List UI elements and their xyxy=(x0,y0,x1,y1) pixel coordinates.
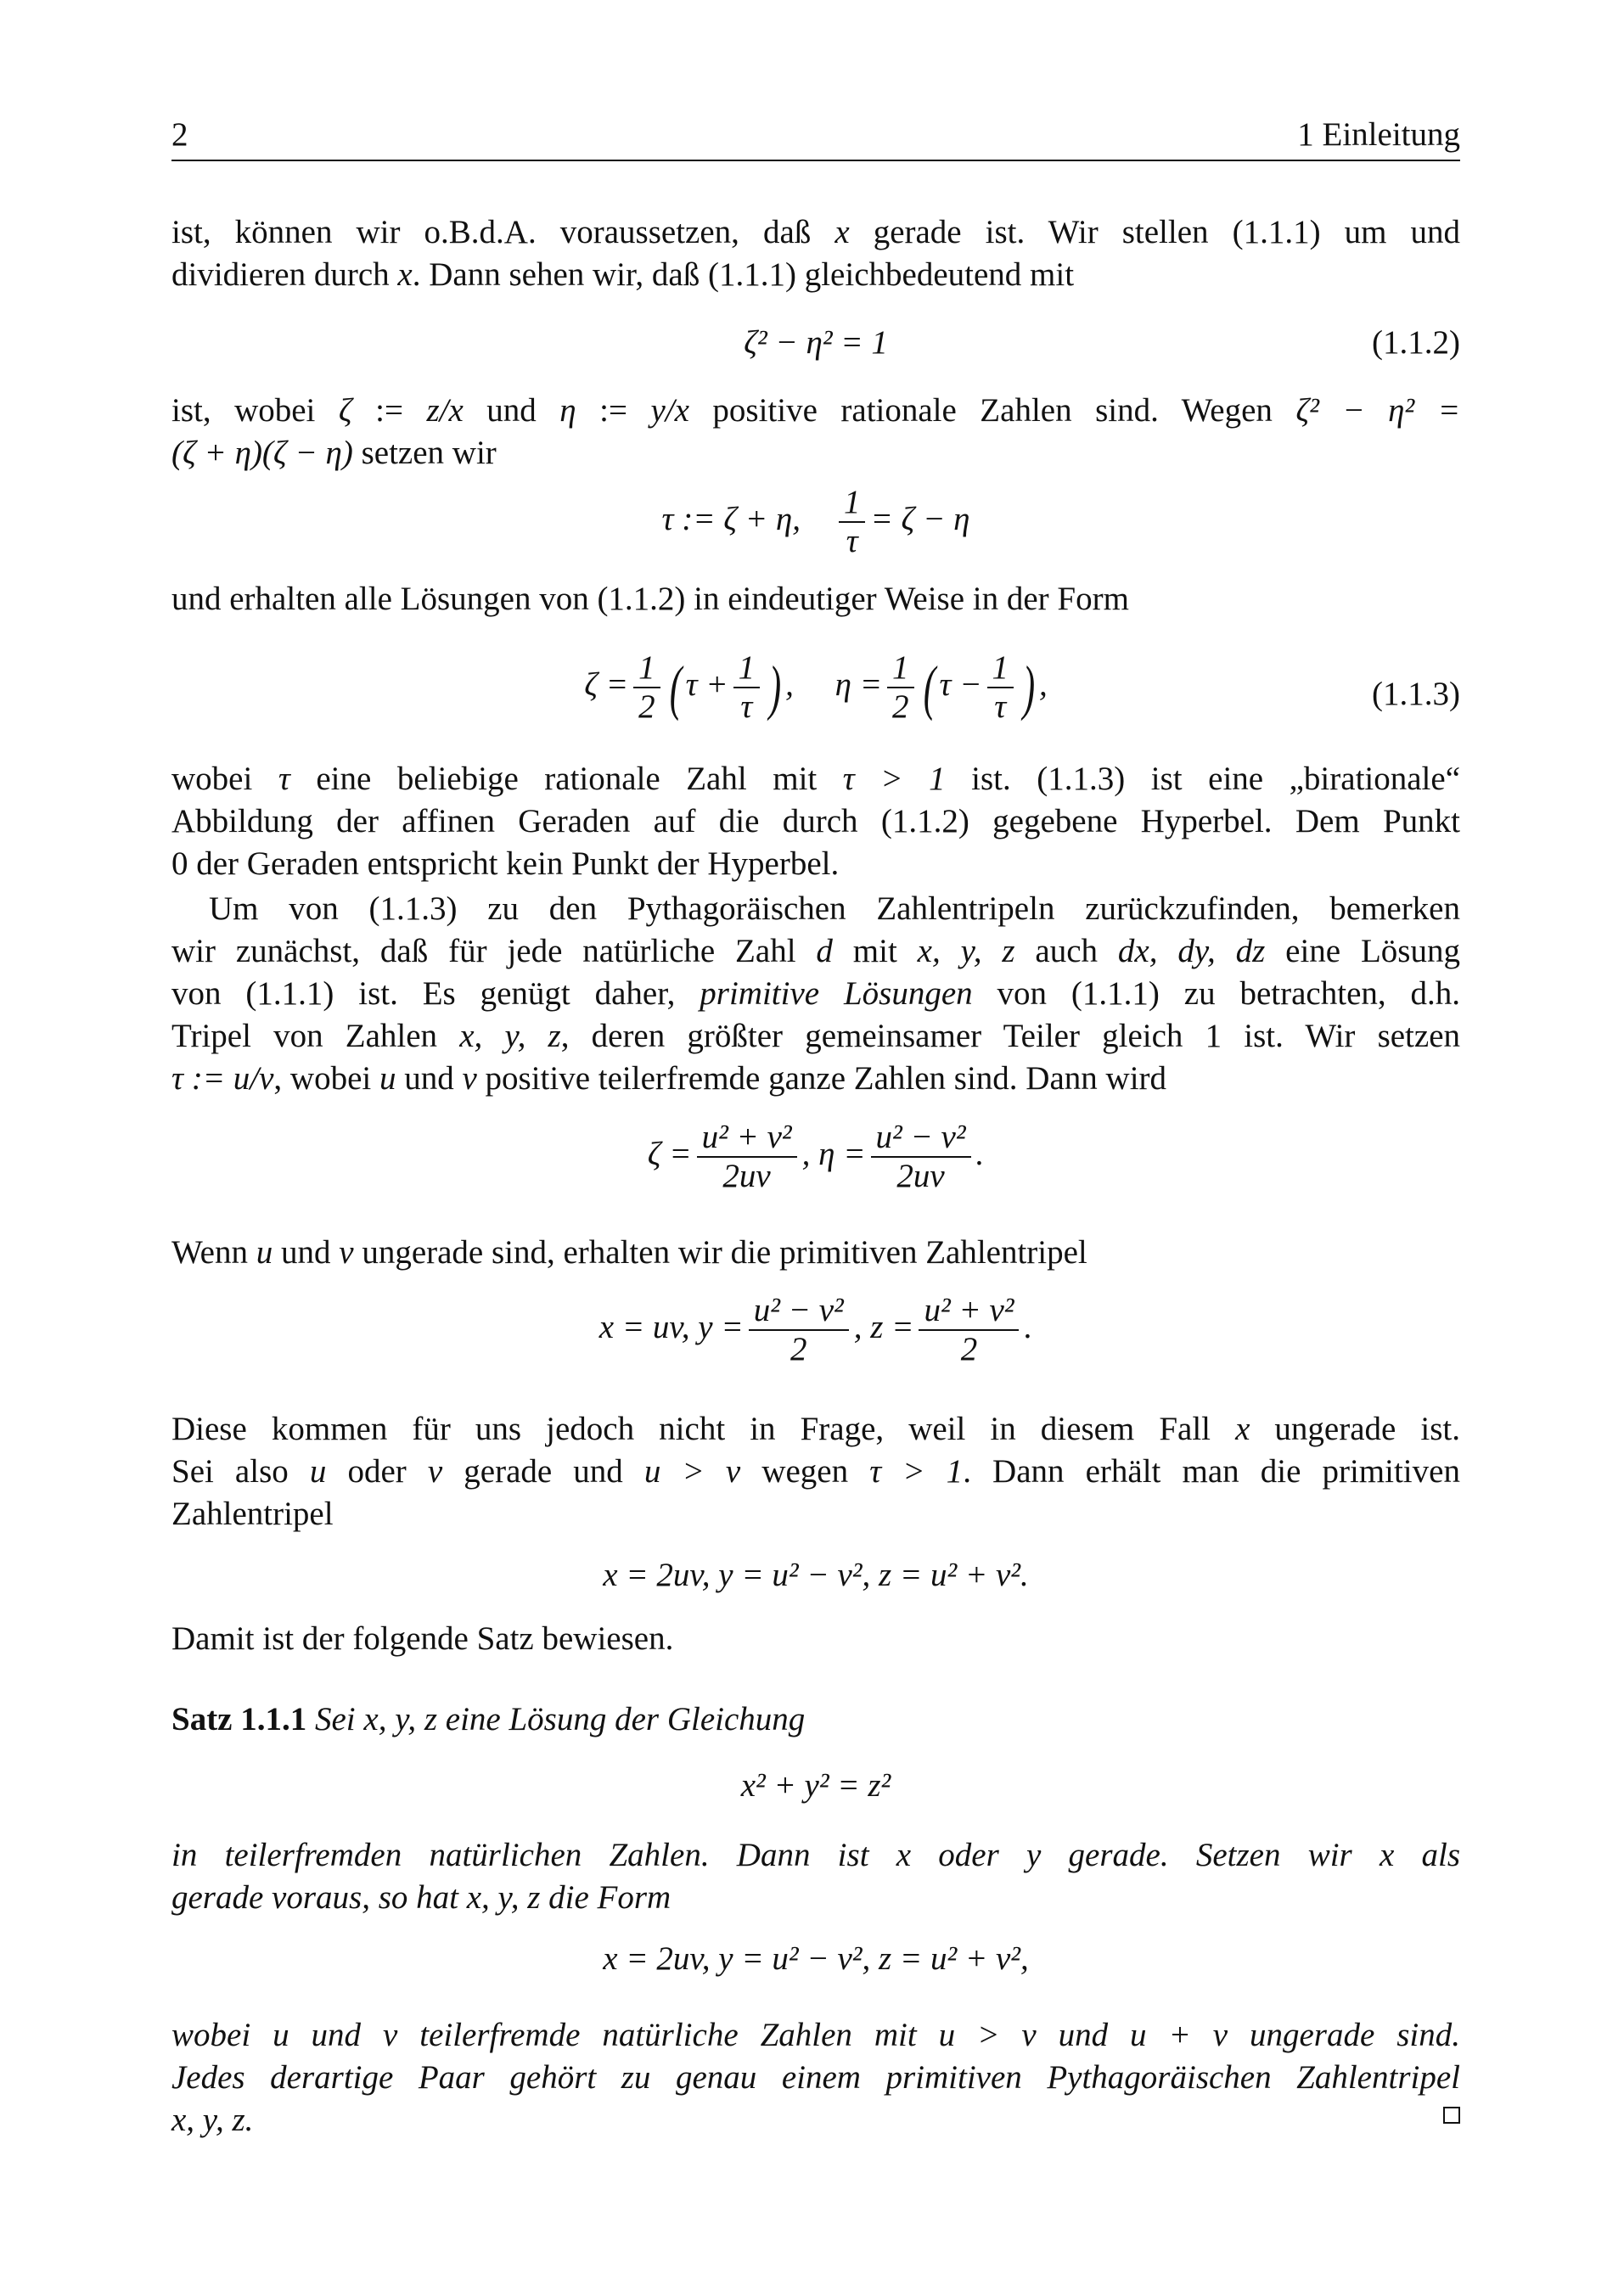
text-line: und erhalten alle Lösungen von (1.1.2) in eindeutiger Weise in der Form xyxy=(171,581,1129,617)
theorem-line: in teilerfremden natürlichen Zahlen. Dann ist x oder y gerade. Setzen wir x als xyxy=(171,1837,1460,1873)
text-line: Um von (1.1.3) zu den Pythagoräischen Zahlentripeln zurückzufinden, bemerken xyxy=(209,890,1460,927)
equation-odd-triple: x = uv, y = $\frac{\text{u² − v²}}{2}$ , z = $\frac{\text{u² + v²}}{2}$ . xyxy=(598,1292,1033,1367)
text-line: Damit ist der folgende Satz bewiesen. xyxy=(171,1620,674,1657)
text-line: dividieren durch x. Dann sehen wir, daß (1.1.1) gleichbedeutend mit xyxy=(171,256,1075,293)
equation-even-triple: x = 2uv, y = u² − v², z = u² + v². xyxy=(603,1557,1029,1593)
text-line: Tripel von Zahlen x, y, z, deren größter gemeinsamer Teiler gleich 1 ist. Wir setzen xyxy=(171,1018,1461,1054)
page-number: 2 xyxy=(171,116,188,153)
text-line: Wenn u und v ungerade sind, erhalten wir die primitiven Zahlentripel xyxy=(171,1234,1087,1271)
theorem-equation: x² + y² = z² xyxy=(740,1767,891,1804)
equation-1-1-3: ζ = $\frac{1}{2}$ ( τ + $\frac{1}{\tau}$ ) , η = $\frac{1}{2}$ ( τ − $\frac{1}{\tau}$ ) , xyxy=(584,649,1048,725)
text-line: 0 der Geraden entspricht kein Punkt der Hyperbel. xyxy=(171,845,840,882)
text-line: Abbildung der affinen Geraden auf die durch (1.1.2) gegebene Hyperbel. Dem Punkt xyxy=(171,803,1460,839)
equation-number: (1.1.3) xyxy=(1372,676,1460,712)
equation-1-1-2: ζ² − η² = 1 xyxy=(744,324,888,361)
theorem-line: x, y, z. xyxy=(171,2102,254,2138)
equation-tau: τ := ζ + η, $\frac{1}{\tau}$ = ζ − η xyxy=(661,484,970,559)
text-line: wir zunächst, daß für jede natürliche Zahl d mit x, y, z auch dx, dy, dz eine Lösung xyxy=(171,933,1460,969)
equation-zeta-eta: ζ = $\frac{\text{u² + v²}}{2uv}$ , η = $\frac{\text{u² − v²}}{2uv}$ . xyxy=(647,1119,985,1194)
theorem-line: Jedes derartige Paar gehört zu genau einem primitiven Pythagoräischen Zahlentripel xyxy=(171,2059,1460,2096)
equation-number: (1.1.2) xyxy=(1372,324,1460,361)
theorem-label: Satz 1.1.1 xyxy=(171,1701,307,1737)
text-line: ist, wobei ζ := z/x und η := y/x positive rationale Zahlen sind. Wegen ζ² − η² = xyxy=(171,392,1461,429)
theorem-line: Satz 1.1.1 Sei x, y, z eine Lösung der Gleichung xyxy=(171,1701,806,1737)
theorem-equation: x = 2uv, y = u² − v², z = u² + v², xyxy=(603,1940,1029,1977)
text-line: ist, können wir o.B.d.A. voraussetzen, daß x gerade ist. Wir stellen (1.1.1) um und xyxy=(171,214,1460,250)
text-line: von (1.1.1) ist. Es genügt daher, primitive Lösungen von (1.1.1) zu betrachten, d.h. xyxy=(171,975,1461,1012)
text-line: Sei also u oder v gerade und u > v wegen τ > 1. Dann erhält man die primitiven xyxy=(171,1453,1460,1490)
text-line: Diese kommen für uns jedoch nicht in Frage, weil in diesem Fall x ungerade ist. xyxy=(171,1411,1461,1447)
text-line: wobei τ eine beliebige rationale Zahl mit τ > 1 ist. (1.1.3) ist eine „birationale“ xyxy=(171,761,1460,797)
theorem-line: wobei u und v teilerfremde natürliche Zahlen mit u > v und u + v ungerade sind. xyxy=(171,2017,1460,2053)
chapter-title: 1 Einleitung xyxy=(1297,116,1460,153)
qed-box xyxy=(1443,2107,1460,2124)
theorem-line: gerade voraus, so hat x, y, z die Form xyxy=(171,1879,672,1916)
text-line: τ := u/v, wobei u und v positive teilerfremde ganze Zahlen sind. Dann wird xyxy=(171,1060,1167,1097)
text-line: Zahlentripel xyxy=(171,1496,334,1532)
text-line: (ζ + η)(ζ − η) setzen wir xyxy=(171,435,497,471)
running-header xyxy=(171,110,1460,161)
